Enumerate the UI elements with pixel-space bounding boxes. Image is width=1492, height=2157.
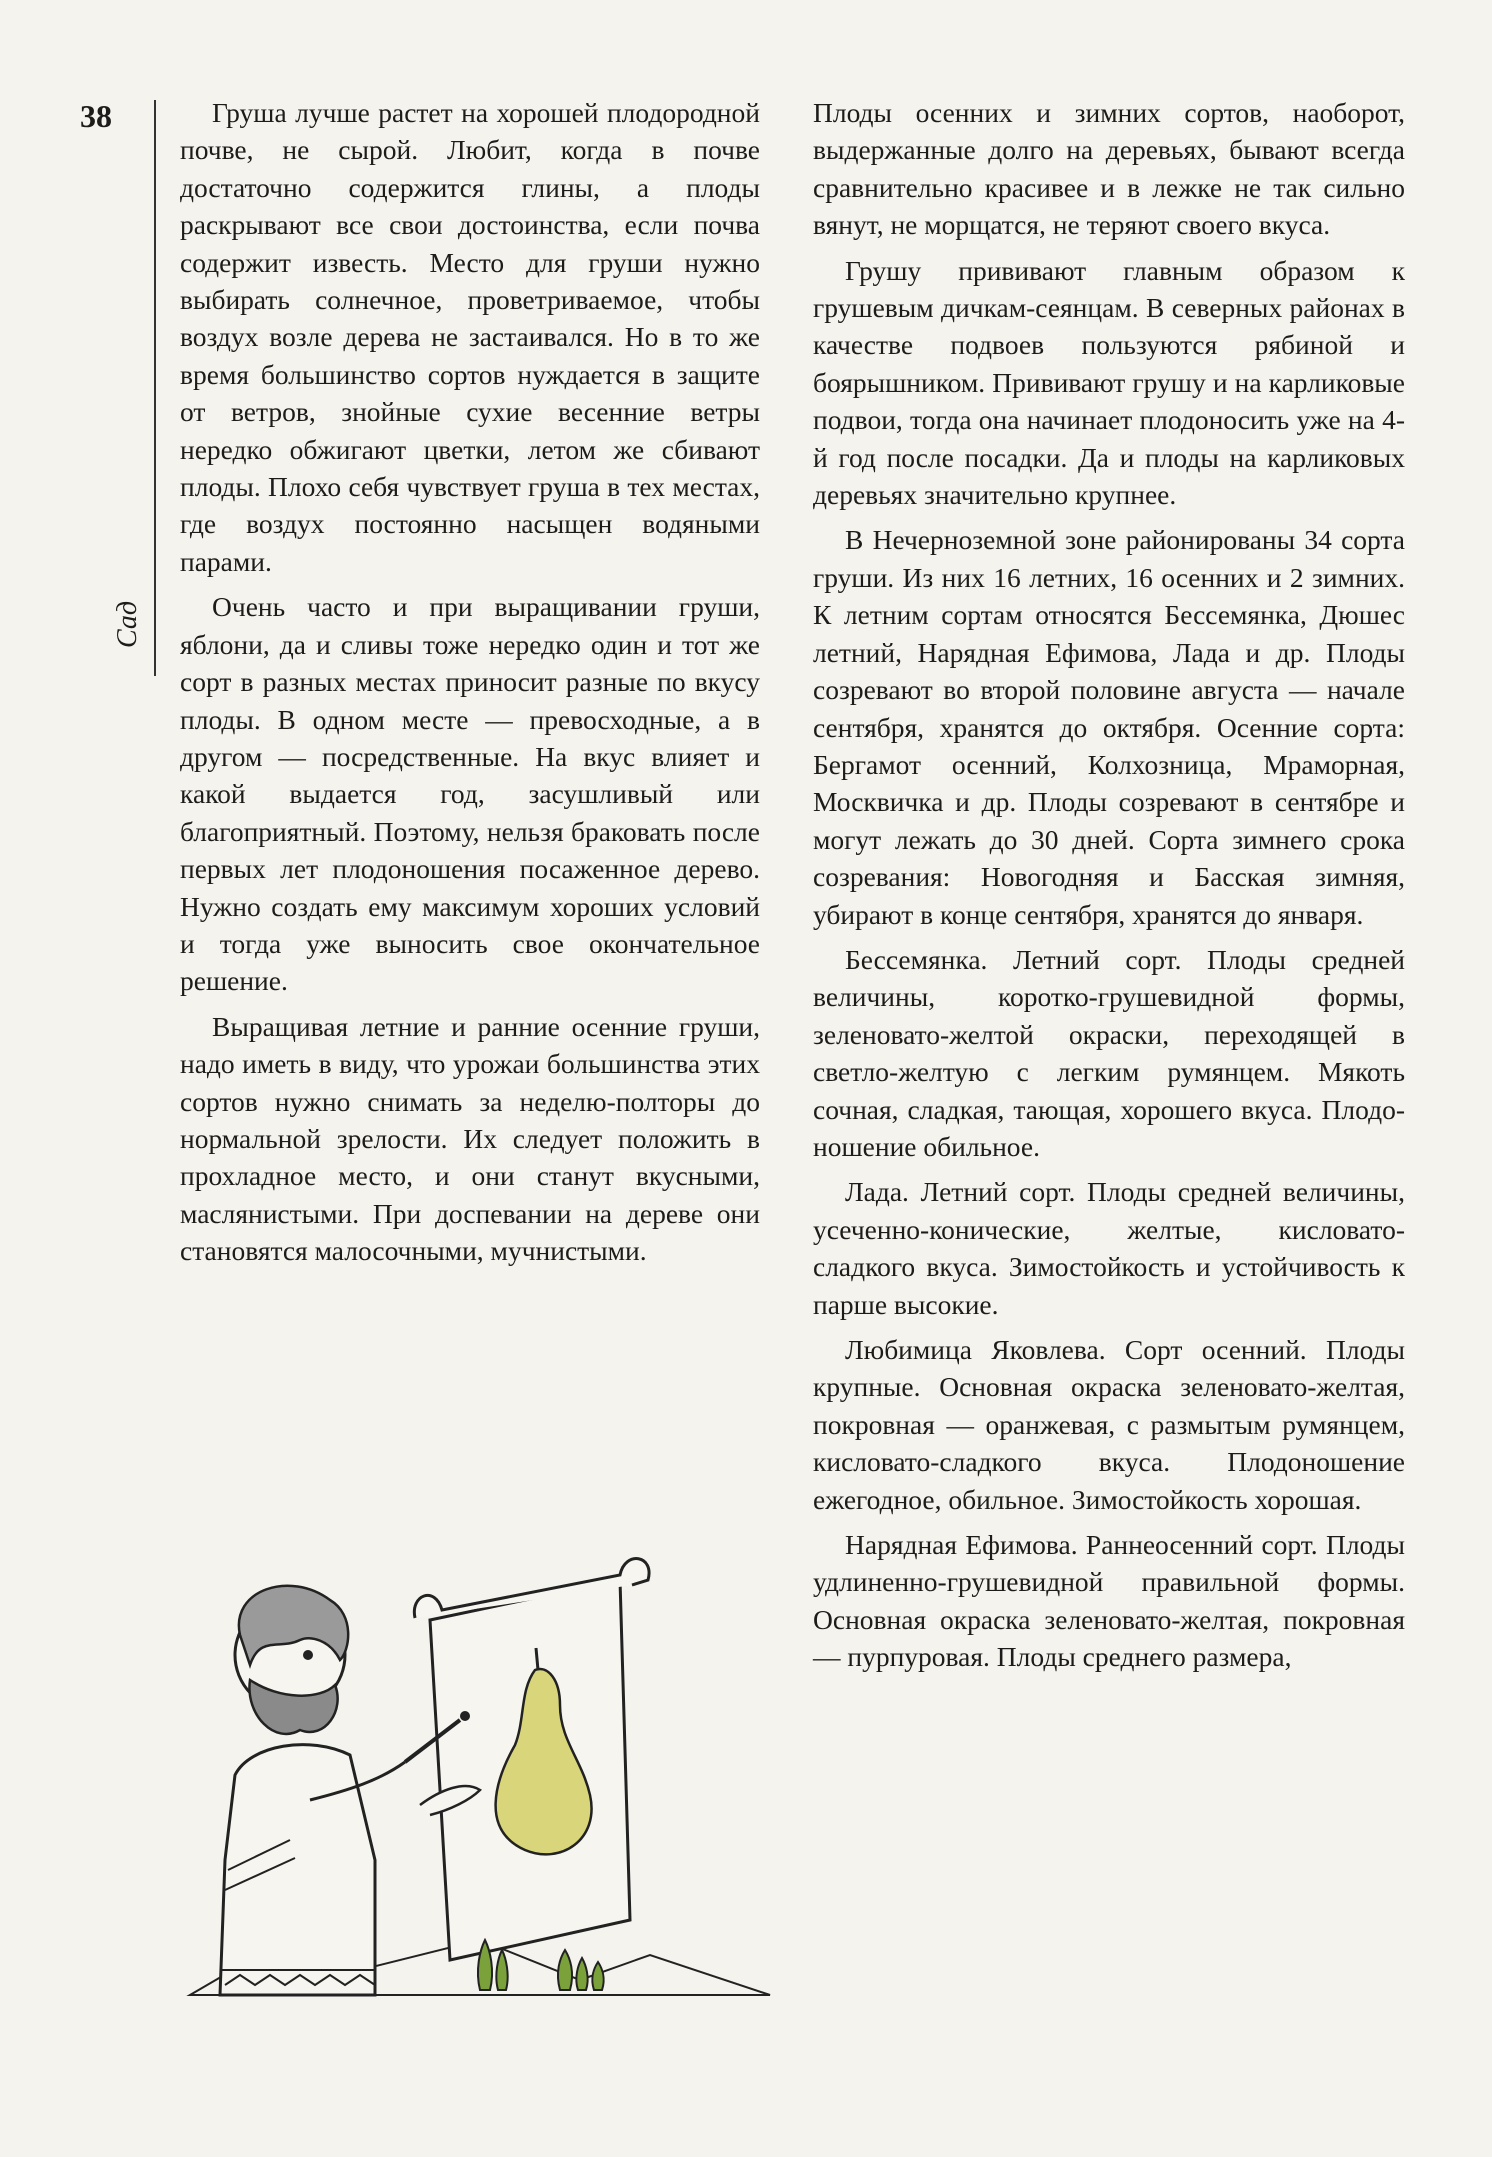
paragraph: Плоды осенних и зимних сортов, наоборот, выдержанные долго на деревьях, бывают всегда сравнительно красивее и в лежке не так сильно вянут, не морщатся, не теряют своего вкуса.	[813, 97, 1405, 241]
paragraph: Очень часто и при выращивании груши, яблони, да и сливы тоже нередко один и тот же сорт в разных местах приносит разные по вкусу плоды. В одном месте — превосходные, а в другом — посредственные. На вкус влияет и какой выдается год, засушливый или благоприятный. Поэтому, нельзя браковать после первых лет плодоношения посаженное дерево. Нужно создать ему максимум хороших условий и тогда уже выносить свое окончательное решение.	[180, 591, 760, 997]
paragraph: Лада. Летний сорт. Плоды средней величины, усеченно-конические, желтые, кисловато-сладкого вкуса. Зимостойкость и устойчивость к парше высокие.	[813, 1176, 1405, 1320]
right-column	[813, 94, 1405, 1684]
paragraph: В Нечерноземной зоне районированы 34 сорта груши. Из них 16 летних, 16 осенних и 2 зимних. К летним сортам относятся Бессемянка, Дюшес летний, Нарядная Ефимова, Лада и др. Плоды созревают во второй половине августа — начале сентября, хранятся до октября. Осенние сорта: Бергамот осенний, Колхозница, Мраморная, Москвичка и др. Плоды созревают в сентябре и могут лежать до 30 дней. Сорта зимнего срока созревания: Новогодняя и Басская зимняя, убирают в конце сентября, хранятся до января.	[813, 524, 1405, 930]
paragraph: Бессемянка. Летний сорт. Плоды средней величины, коротко-грушевидной формы, зеленовато-желтой окраски, переходящей в светло-желтую с легким румянцем. Мякоть сочная, сладкая, тающая, хорошего вкуса. Плодоношение обильное.	[813, 943, 1405, 1162]
paragraph: Грушу прививают главным образом к грушевым дичкам-сеянцам. В северных районах в качестве подвоев пользуются рябиной и боярышником. Прививают грушу и на карликовые подвои, тогда она начинает плодоносить уже на 4-й год после посадки. Да и плоды на карликовых деревьях значительно крупнее.	[813, 254, 1405, 511]
running-head: Сад	[112, 600, 143, 648]
margin-rule	[154, 100, 156, 676]
paragraph: Нарядная Ефимова. Раннеосенний сорт. Плоды удлиненно-грушевидной правильной формы. Основная окраска зеленовато-желтая, покровная — пурпуровая. Плоды среднего размера,	[813, 1529, 1405, 1673]
page-number: 38	[80, 98, 112, 134]
illustration-artist-with-pear	[180, 1540, 780, 2010]
paragraph: Выращивая летние и ранние осенние груши, надо иметь в виду, что урожаи большинства этих сортов нужно снимать за неделю-полторы до нормальной зрелости. Их следует положить в прохладное место, и они станут вкусными, маслянистыми. При доспевании на дереве они становятся малосочными, мучнистыми.	[180, 1010, 760, 1267]
artist-painting-pear-drawing	[180, 1540, 780, 2010]
left-column	[180, 94, 760, 1278]
paragraph: Любимица Яковлева. Сорт осенний. Плоды крупные. Основная окраска зеленовато-желтая, покровная — оранжевая, с размытым румянцем, кисловато-сладкого вкуса. Плодоношение ежегодное, обильное. Зимостойкость хорошая.	[813, 1334, 1405, 1515]
paragraph: Груша лучше растет на хорошей плодородной почве, не сырой. Любит, когда в почве достаточно содержится глины, а плоды раскрывают все свои достоинства, если почва содержит известь. Место для груши нужно выбирать солнечное, проветриваемое, чтобы воздух возле дерева не застаивался. Но в то же время большинство сортов нуждается в защите от ветров, знойные сухие весенние ветры нередко обжигают цветки, летом же сбивают плоды. Плохо себя чувствует груша в тех местах, где воздух постоянно насыщен водяными парами.	[180, 97, 760, 577]
